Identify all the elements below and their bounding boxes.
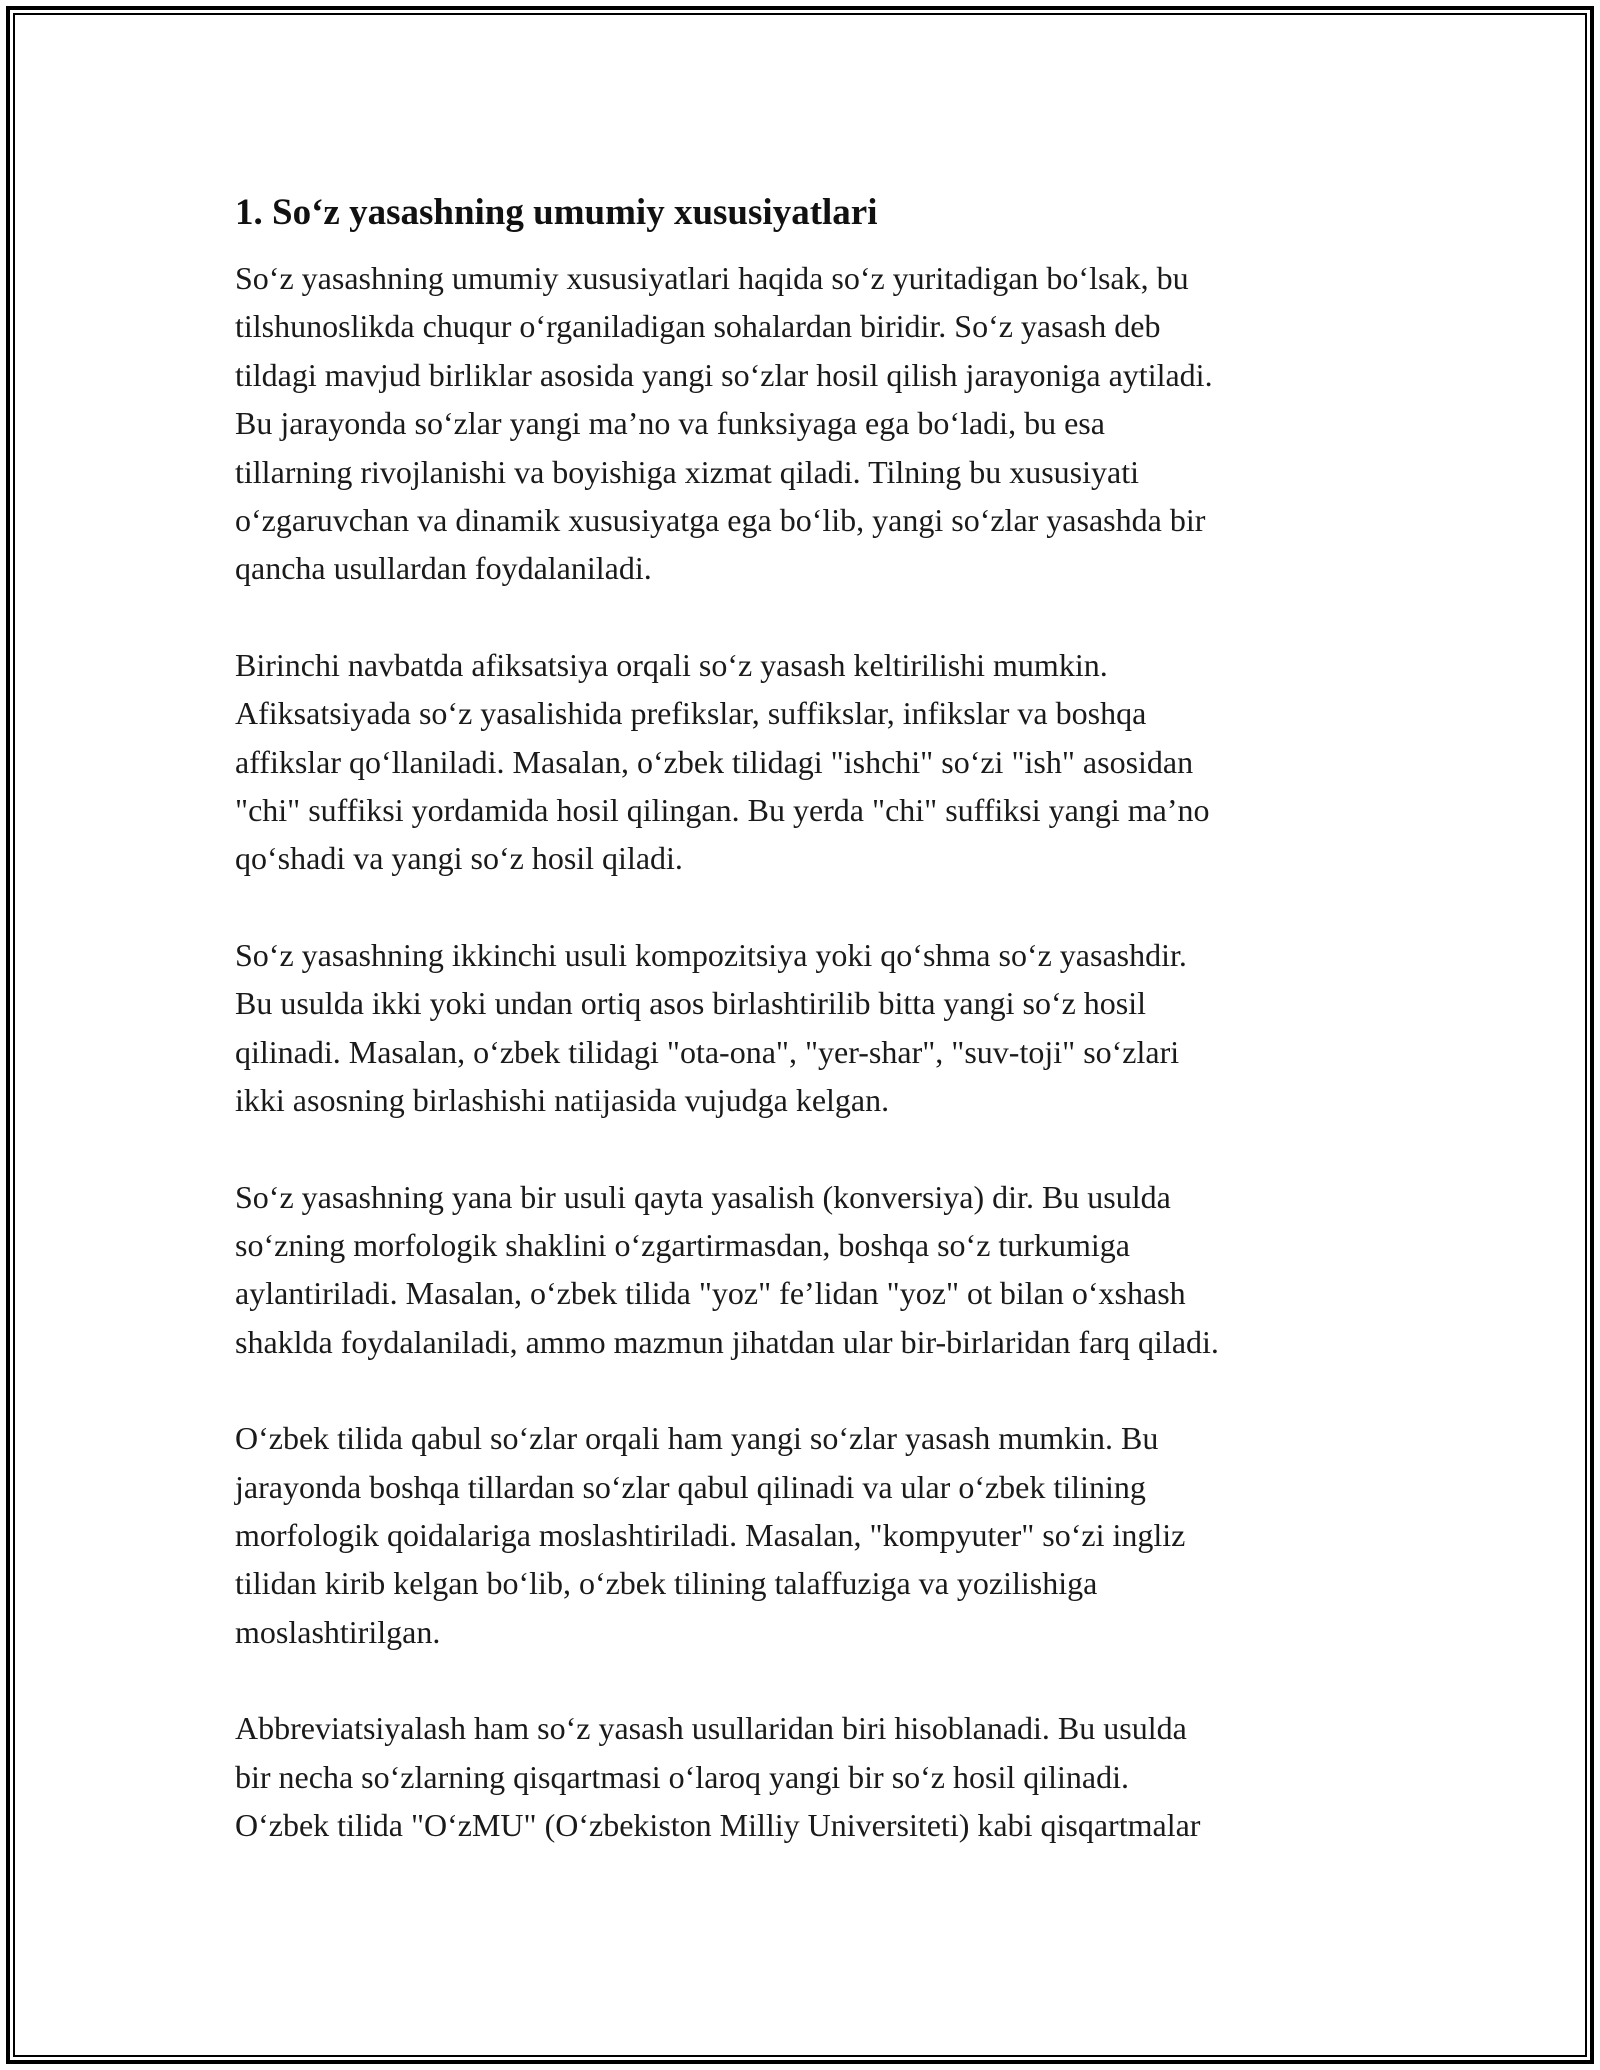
text-line: Bu usulda ikki yoki undan ortiq asos birlashtirilib bitta yangi so‘z hosil	[235, 985, 1147, 1022]
text-line: qilinadi. Masalan, o‘zbek tilidagi "ota-ona", "yer-shar", "suv-toji" so‘zlari	[235, 1033, 1180, 1070]
text-line: aylantiriladi. Masalan, o‘zbek tilida "yoz" fe’lidan "yoz" ot bilan o‘xshash	[235, 1275, 1186, 1312]
text-line: So‘z yasashning yana bir usuli qayta yasalish (konversiya) dir. Bu usulda	[235, 1178, 1171, 1215]
text-line: "chi" suffiksi yordamida hosil qilingan. Bu yerda "chi" suffiksi yangi ma’no	[235, 792, 1210, 829]
text-line: O‘zbek tilida qabul so‘zlar orqali ham yangi so‘zlar yasash mumkin. Bu	[235, 1420, 1159, 1457]
paragraph-borrowing	[235, 1414, 1365, 1656]
paragraph-abbreviation	[235, 1704, 1365, 1849]
text-line: morfologik qoidalariga moslashtiriladi. Masalan, "kompyuter" so‘zi ingliz	[235, 1516, 1186, 1553]
text-line: so‘zning morfologik shaklini o‘zgartirmasdan, boshqa so‘z turkumiga	[235, 1226, 1130, 1263]
text-line: qancha usullardan foydalaniladi.	[235, 550, 652, 587]
text-line: tilshunoslikda chuqur o‘rganiladigan sohalardan biridir. So‘z yasash deb	[235, 308, 1161, 345]
text-line: qo‘shadi va yangi so‘z hosil qiladi.	[235, 840, 683, 877]
text-line: Afiksatsiyada so‘z yasalishida prefikslar, suffikslar, infikslar va boshqa	[235, 695, 1147, 732]
text-line: Bu jarayonda so‘zlar yangi ma’no va funksiyaga ega bo‘ladi, bu esa	[235, 405, 1105, 442]
text-line: moslashtirilgan.	[235, 1613, 441, 1650]
text-line: ikki asosning birlashishi natijasida vujudga kelgan.	[235, 1082, 890, 1119]
text-line: tilidan kirib kelgan bo‘lib, o‘zbek tilining talaffuziga va yozilishiga	[235, 1565, 1098, 1602]
text-line: So‘z yasashning umumiy xususiyatlari haqida so‘z yuritadigan bo‘lsak, bu	[235, 260, 1189, 296]
section-title: 1. So‘z yasashning umumiy xususiyatlari	[235, 192, 878, 233]
text-line: tillarning rivojlanishi va boyishiga xizmat qiladi. Tilning bu xususiyati	[235, 453, 1139, 490]
paragraph-conversion	[235, 1173, 1365, 1367]
document-body	[235, 188, 1365, 1897]
text-line: Abbreviatsiyalash ham so‘z yasash usullaridan biri hisoblanadi. Bu usulda	[235, 1710, 1187, 1747]
paragraph-general-features	[235, 254, 1365, 593]
text-line: Birinchi navbatda afiksatsiya orqali so‘z yasash keltirilishi mumkin.	[235, 646, 1108, 683]
text-line: bir necha so‘zlarning qisqartmasi o‘laroq yangi bir so‘z hosil qilinadi.	[235, 1758, 1129, 1795]
text-line: o‘zgaruvchan va dinamik xususiyatga ega bo‘lib, yangi so‘zlar yasashda bir	[235, 502, 1206, 539]
paragraph-affixation	[235, 641, 1365, 883]
text-line: So‘z yasashning ikkinchi usuli kompozitsiya yoki qo‘shma so‘z yasashdir.	[235, 936, 1187, 973]
paragraph-composition	[235, 931, 1365, 1125]
text-line: affikslar qo‘llaniladi. Masalan, o‘zbek tilidagi "ishchi" so‘zi "ish" asosidan	[235, 743, 1194, 780]
text-line: jarayonda boshqa tillardan so‘zlar qabul qilinadi va ular o‘zbek tilining	[235, 1468, 1146, 1505]
text-line: O‘zbek tilida "O‘zMU" (O‘zbekiston Milliy Universiteti) kabi qisqartmalar	[235, 1806, 1201, 1843]
text-line: shaklda foydalaniladi, ammo mazmun jihatdan ular bir-birlaridan farq qiladi.	[235, 1323, 1219, 1360]
text-line: tildagi mavjud birliklar asosida yangi so‘zlar hosil qilish jarayoniga aytiladi.	[235, 356, 1213, 393]
